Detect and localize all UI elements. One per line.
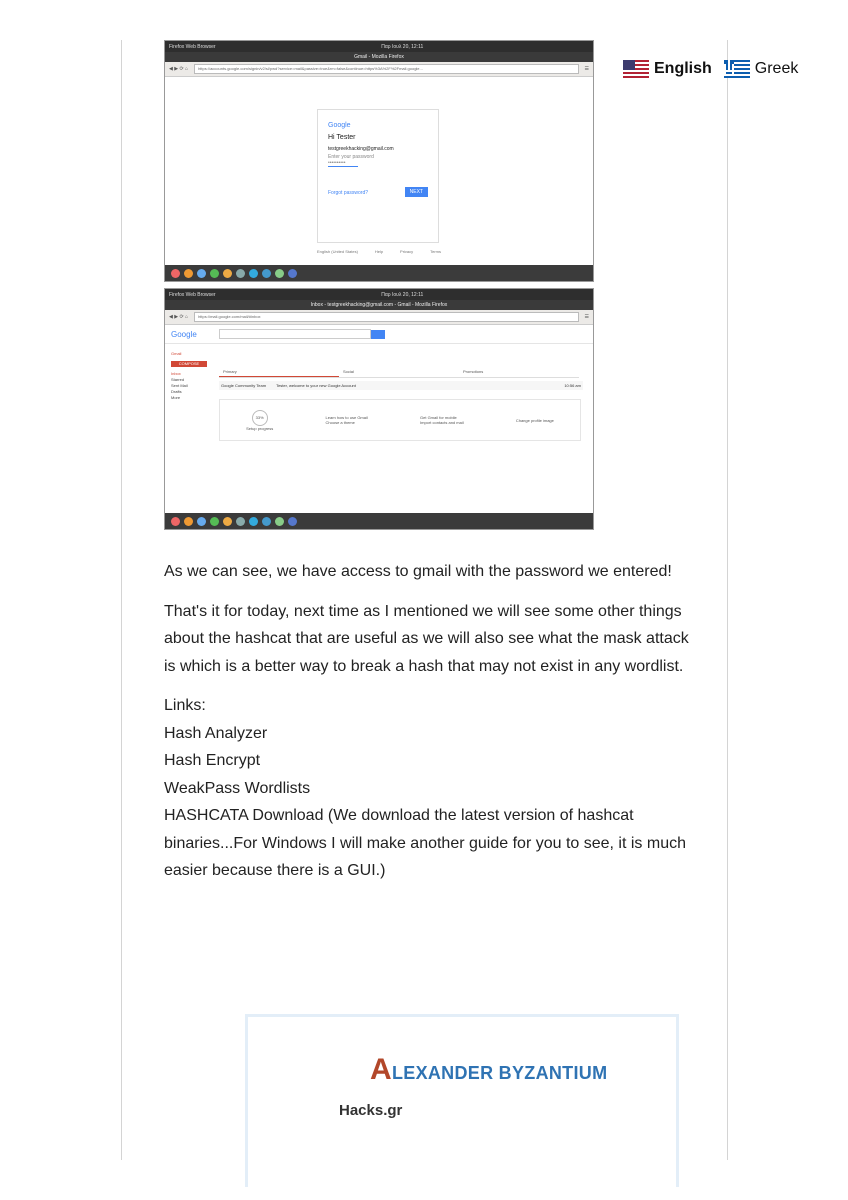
dock [165, 513, 593, 529]
dock [165, 265, 593, 281]
dock-app-icon [210, 269, 219, 278]
email-row [219, 381, 583, 390]
setup-item: Change profile image [515, 417, 554, 423]
next-button: NEXT [405, 187, 428, 197]
login-footer [317, 249, 441, 254]
login-card [317, 109, 439, 243]
topbar-app-name: Firefox Web Browser [169, 291, 216, 298]
email-subject: Tester, welcome to your new Google Account [276, 383, 356, 388]
folder-item: Drafts [171, 389, 182, 394]
back-icon: ◀ ▶ ⟳ ⌂ [169, 66, 189, 72]
google-logo: Google [171, 329, 197, 339]
language-switcher [623, 60, 798, 78]
dock-app-icon [197, 269, 206, 278]
dock-app-icon [171, 517, 180, 526]
browser-navbar [165, 62, 593, 77]
language-english-link[interactable]: English [654, 60, 712, 77]
folder-item: Starred [171, 377, 185, 382]
dock-app-icon [249, 517, 258, 526]
greeting: Hi Tester [328, 134, 356, 141]
window-title: Gmail - Mozilla Firefox [165, 52, 593, 62]
greece-flag-icon[interactable] [724, 60, 750, 78]
compose-button: COMPOSE [171, 361, 207, 367]
dock-app-icon [288, 517, 297, 526]
gmail-search [219, 329, 371, 339]
setup-item: Choose a theme [325, 420, 355, 425]
topbar-clock: Παρ Ιουλ 20, 12:11 [381, 43, 424, 50]
dock-app-icon [236, 517, 245, 526]
dock-app-icon [275, 269, 284, 278]
password-field: •••••••••• [328, 160, 358, 167]
browser-navbar [165, 310, 593, 325]
setup-item: Get Gmail for mobile [420, 415, 457, 420]
folder-item: Sent Mail [171, 383, 188, 388]
account-email: testgreekhacking@gmail.com [328, 146, 394, 152]
gmail-header [165, 325, 593, 344]
back-icon: ◀ ▶ ⟳ ⌂ [169, 314, 189, 320]
gnome-top-bar [165, 41, 593, 52]
link-weakpass[interactable]: WeakPass Wordlists [164, 779, 311, 797]
setup-item: Import contacts and mail [420, 420, 464, 425]
author-name-initial: A [370, 1053, 392, 1086]
footer-terms: Terms [430, 249, 441, 254]
link-hash-encrypt[interactable]: Hash Encrypt [164, 752, 261, 769]
left-divider [121, 40, 122, 1160]
email-sender: Google Community Team [221, 383, 267, 388]
tab-social: Social [343, 369, 354, 374]
dock-app-icon [275, 517, 284, 526]
paragraph-access: As we can see, we have access to gmail with the password we entered! [164, 563, 672, 580]
dock-app-icon [262, 517, 271, 526]
gmail-tabs [219, 367, 579, 378]
folder-item: More [171, 395, 181, 400]
forgot-password-link: Forgot password? [328, 190, 369, 196]
tab-promotions: Promotions [463, 369, 484, 374]
inbox-screenshot [164, 288, 594, 530]
setup-item: Learn how to use Gmail [325, 415, 368, 420]
dock-app-icon [288, 269, 297, 278]
dock-app-icon [223, 269, 232, 278]
menu-icon: ☰ [584, 66, 589, 72]
author-name [370, 1053, 607, 1087]
footer-help: Help [374, 249, 384, 254]
setup-progress [246, 410, 273, 431]
author-site[interactable]: Hacks.gr [339, 1102, 403, 1119]
right-divider [727, 40, 728, 1160]
menu-icon: ☰ [584, 314, 589, 320]
dock-app-icon [184, 269, 193, 278]
author-box [245, 1014, 679, 1187]
footer-privacy: Privacy [400, 249, 414, 254]
gnome-top-bar [165, 289, 593, 300]
gmail-sidebar [171, 351, 207, 401]
paragraph-closing: That's it for today, next time as I mentioned we will see some other things about the hashcat that are useful as we will also see what the mask attack is which is a better way to break a hash that may not exist in any wordlist. [164, 602, 689, 675]
window-title: Inbox - testgreekhacking@gmail.com - Gmail - Mozilla Firefox [165, 300, 593, 310]
folder-item: Inbox [171, 371, 181, 376]
article-body [164, 558, 704, 885]
language-greek-link[interactable]: Greek [754, 60, 799, 77]
dock-app-icon [236, 269, 245, 278]
url-bar: https://accounts.google.com/signin/v2/sl/pwd?service=mail&passive=true&rm=false&continue=https%3A%2F%2Fmail.google... [194, 64, 578, 74]
search-icon [371, 330, 385, 339]
links-heading: Links: [164, 697, 206, 714]
password-label: Enter your password [328, 154, 374, 160]
email-time: 10:56 am [564, 383, 581, 388]
dock-app-icon [223, 517, 232, 526]
tab-primary: Primary [219, 367, 339, 377]
topbar-app-name: Firefox Web Browser [169, 43, 216, 50]
gmail-label: Gmail [171, 351, 182, 356]
dock-app-icon [249, 269, 258, 278]
dock-app-icon [171, 269, 180, 278]
setup-panel [219, 399, 581, 441]
progress-ring: 33% [252, 410, 268, 426]
dock-app-icon [197, 517, 206, 526]
link-hashcat-download[interactable]: HASHCATA Download (We download the latest version of hashcat binaries...For Windows I will make another guide for you to see, it is much easier because there is a GUI.) [164, 807, 686, 879]
author-name-rest: LEXANDER BYZANTIUM [391, 1063, 608, 1083]
dock-app-icon [210, 517, 219, 526]
link-hash-analyzer[interactable]: Hash Analyzer [164, 724, 268, 742]
topbar-clock: Παρ Ιουλ 20, 12:11 [381, 291, 424, 298]
google-logo: Google [328, 122, 351, 129]
login-screenshot [164, 40, 594, 282]
us-flag-icon[interactable] [623, 60, 649, 78]
footer-language: English (United States) [317, 249, 358, 254]
dock-app-icon [262, 269, 271, 278]
dock-app-icon [184, 517, 193, 526]
setup-label: Setup progress [246, 425, 274, 431]
url-bar: https://mail.google.com/mail/#inbox [194, 312, 578, 322]
